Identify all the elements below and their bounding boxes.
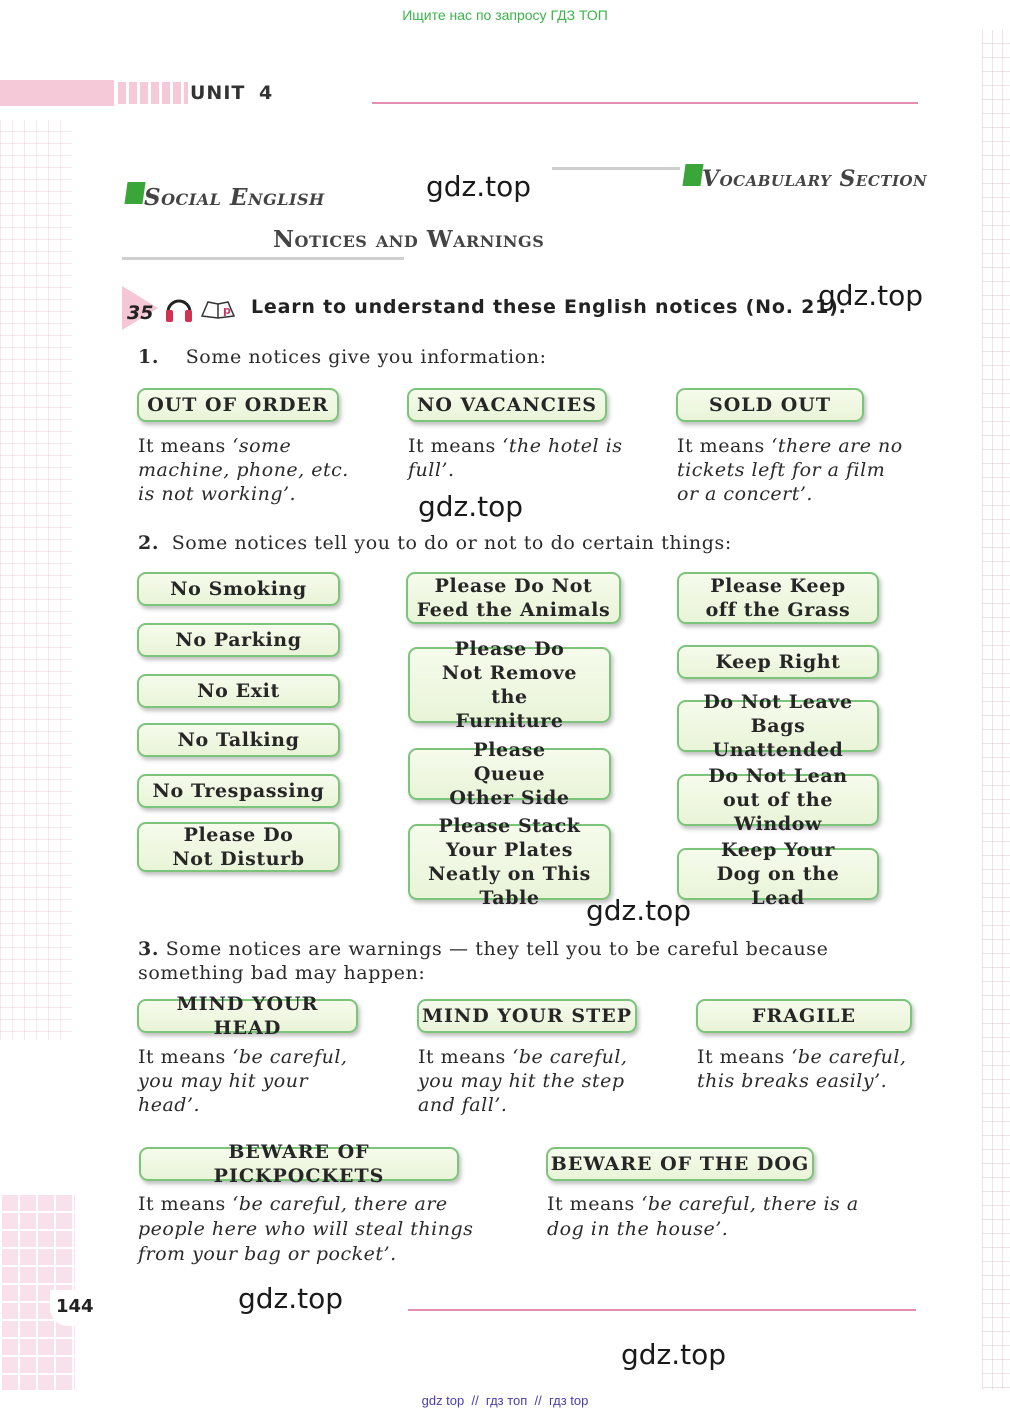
meaning-text: ‘there are no tickets left for a film or a concert’.: [677, 435, 903, 505]
part1-intro-text: Some notices give you information:: [185, 346, 547, 368]
exercise-instruction: Learn to understand these English notices (No. 21).: [251, 296, 847, 318]
svg-text:p: p: [223, 304, 231, 317]
unit-header-dots: [118, 82, 188, 104]
meaning-prefix: It means: [138, 1193, 233, 1215]
unit-number: 4: [258, 82, 274, 104]
headphones-icon: [164, 294, 194, 324]
notice-do-not-leave-bags: Do Not Leave Bags Unattended: [677, 700, 879, 752]
part2-number: 2.: [138, 532, 160, 554]
meaning-prefix: It means: [138, 1046, 233, 1068]
part3-intro: [138, 937, 928, 985]
left-decor-pattern: [0, 120, 72, 1040]
watermark: gdz.top: [238, 1282, 344, 1315]
meaning-out-of-order: [138, 434, 368, 506]
notice-no-vacancies: NO VACANCIES: [407, 388, 607, 422]
meaning-beware-of-the-dog: [547, 1192, 892, 1242]
meaning-text: ‘some machine, phone, etc. is not working’.: [138, 435, 349, 505]
part2-intro: [138, 532, 732, 554]
notice-no-exit: No Exit: [137, 674, 340, 708]
vocabulary-marker: [682, 164, 703, 186]
watermark: gdz.top: [426, 170, 532, 203]
notice-fragile: FRAGILE: [696, 999, 912, 1033]
meaning-mind-your-step: [418, 1045, 653, 1117]
meaning-text: ‘the hotel is full’.: [408, 435, 623, 481]
notice-keep-dog-on-lead: Keep Your Dog on the Lead: [677, 848, 879, 900]
meaning-beware-of-pickpockets: [138, 1192, 488, 1267]
watermark: gdz.top: [418, 490, 524, 523]
part3-intro-text: Some notices are warnings — they tell you to be careful because something bad may happen:: [138, 938, 829, 984]
watermark: gdz.top: [586, 894, 692, 927]
meaning-text: ‘be careful, you may hit your head’.: [138, 1046, 348, 1116]
part2-intro-text: Some notices tell you to do or not to do certain things:: [171, 532, 732, 554]
notice-mind-your-head: MIND YOUR HEAD: [137, 999, 358, 1033]
part1-number: 1.: [138, 346, 160, 368]
notice-no-talking: No Talking: [137, 723, 340, 757]
unit-word: UNIT: [190, 82, 246, 104]
right-decor-pattern: [982, 30, 1010, 1390]
notice-no-trespassing: No Trespassing: [137, 774, 340, 808]
footer-rule: [408, 1309, 916, 1311]
header-rule: [372, 102, 918, 104]
notice-do-not-feed-animals: Please Do Not Feed the Animals: [406, 572, 621, 624]
vocabulary-rule: [552, 167, 680, 170]
meaning-mind-your-head: [138, 1045, 373, 1117]
meaning-prefix: It means: [547, 1193, 642, 1215]
meaning-no-vacancies: [408, 434, 628, 482]
notice-do-not-remove-furniture: Please Do Not Remove the Furniture: [408, 647, 611, 723]
meaning-text: ‘be careful, there are people here who will steal things from your bag or pocket’.: [138, 1193, 474, 1265]
footer-links: gdz top // гдз топ // гдз top: [421, 1393, 589, 1408]
top-banner: Ищите нас по запросу ГДЗ ТОП: [402, 7, 608, 23]
meaning-prefix: It means: [408, 435, 503, 457]
part3-number: 3.: [138, 938, 160, 960]
meaning-prefix: It means: [677, 435, 772, 457]
page-number: 144: [56, 1296, 94, 1317]
exercise-number: 35: [127, 302, 154, 324]
watermark: gdz.top: [621, 1338, 727, 1371]
notice-beware-of-the-dog: BEWARE OF THE DOG: [546, 1147, 814, 1181]
meaning-text: ‘be careful, you may hit the step and fall’.: [418, 1046, 628, 1116]
unit-label: [190, 82, 273, 104]
notice-no-parking: No Parking: [137, 623, 340, 657]
notice-stack-your-plates: Please Stack Your Plates Neatly on This Table: [408, 824, 611, 900]
notice-out-of-order: OUT OF ORDER: [137, 388, 339, 422]
meaning-text: ‘be careful, there is a dog in the house’.: [547, 1193, 859, 1240]
part1-intro: [138, 346, 547, 368]
watermark: gdz.top: [818, 279, 924, 312]
meaning-text: ‘be careful, this breaks easily’.: [697, 1046, 907, 1092]
notice-sold-out: SOLD OUT: [676, 388, 864, 422]
meaning-prefix: It means: [697, 1046, 792, 1068]
notice-keep-off-grass: Please Keep off the Grass: [677, 572, 879, 624]
notice-please-do-not-disturb: Please Do Not Disturb: [137, 822, 340, 872]
notice-keep-right: Keep Right: [677, 645, 879, 679]
meaning-sold-out: [677, 434, 909, 506]
meaning-prefix: It means: [138, 435, 233, 457]
meaning-prefix: It means: [418, 1046, 513, 1068]
book-icon: [200, 298, 236, 320]
unit-header-bar: [0, 80, 114, 106]
notice-do-not-lean-out: Do Not Lean out of the Window: [677, 774, 879, 826]
vocabulary-section-title: Vocabulary Section: [702, 166, 928, 192]
social-english-title: Social English: [144, 184, 325, 211]
notices-warnings-title: Notices and Warnings: [273, 226, 545, 253]
notice-mind-your-step: MIND YOUR STEP: [417, 999, 637, 1033]
notice-please-queue-other-side: Please Queue Other Side: [408, 748, 611, 800]
notice-beware-of-pickpockets: BEWARE OF PICKPOCKETS: [139, 1147, 459, 1181]
social-english-marker: [124, 182, 145, 204]
meaning-fragile: [697, 1045, 927, 1093]
notice-no-smoking: No Smoking: [137, 572, 340, 606]
social-english-rule: [122, 257, 404, 260]
